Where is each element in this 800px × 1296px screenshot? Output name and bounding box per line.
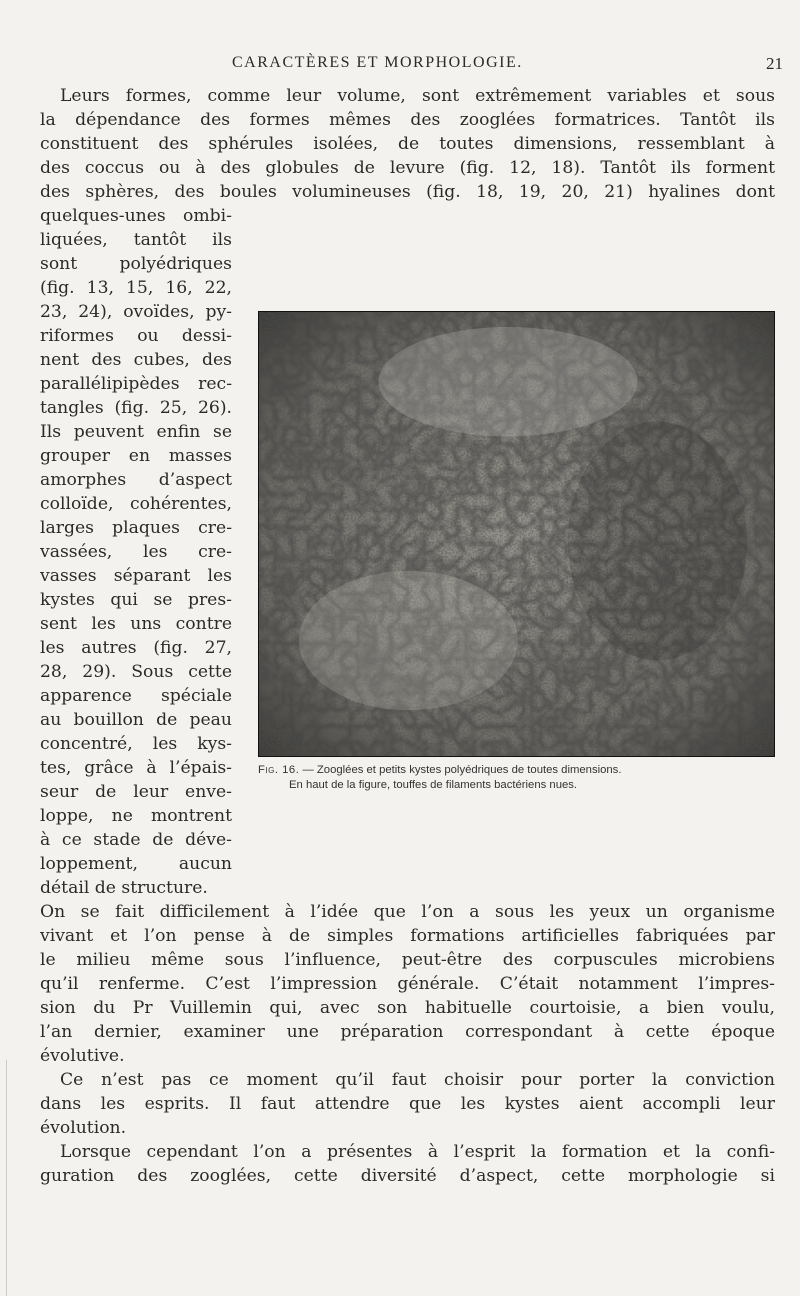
column-line: à ce stade de déve-	[40, 830, 232, 850]
paragraph-line: guration des zooglées, cette diversité d’aspect, cette morphologie si	[40, 1166, 775, 1186]
paragraph-line: Lorsque cependant l’on a présentes à l’esprit la formation et la confi-	[60, 1142, 775, 1162]
column-line: seur de leur enve-	[40, 782, 232, 802]
column-line: sent les uns contre	[40, 614, 232, 634]
column-line: grouper en masses	[40, 446, 232, 466]
column-line: au bouillon de peau	[40, 710, 232, 730]
paragraph-line: des coccus ou à des globules de levure (fig. 12, 18). Tantôt ils forment	[40, 158, 775, 178]
running-title: CARACTÈRES ET MORPHOLOGIE.	[232, 54, 523, 71]
paragraph-line: constituent des sphérules isolées, de toutes dimensions, ressemblant à	[40, 134, 775, 154]
page-number: 21	[766, 54, 783, 73]
column-line: détail de structure.	[40, 878, 208, 898]
column-line: quelques-unes ombi-	[40, 206, 232, 226]
column-line: kystes qui se pres-	[40, 590, 232, 610]
micrograph-image	[259, 312, 774, 756]
column-line: vasses séparant les	[40, 566, 232, 586]
paragraph-line: vivant et l’on pense à de simples formations artificielles fabriquées par	[40, 926, 775, 946]
paragraph-line: des sphères, des boules volumineuses (fig. 18, 19, 20, 21) hyalines dont	[40, 182, 775, 202]
column-line: colloïde, cohérentes,	[40, 494, 232, 514]
column-line: apparence spéciale	[40, 686, 232, 706]
column-line: liquées, tantôt ils	[40, 230, 232, 250]
column-line: 28, 29). Sous cette	[40, 662, 232, 682]
paragraph-line: dans les esprits. Il faut attendre que les kystes aient accompli leur	[40, 1094, 775, 1114]
paragraph-line: On se fait difficilement à l’idée que l’on a sous les yeux un organisme	[40, 902, 775, 922]
paragraph-line: la dépendance des formes mêmes des zooglées formatrices. Tantôt ils	[40, 110, 775, 130]
running-head	[0, 54, 800, 78]
column-line: tangles (fig. 25, 26).	[40, 398, 232, 418]
column-line: parallélipipèdes rec-	[40, 374, 232, 394]
paragraph-line: l’an dernier, examiner une préparation correspondant à cette époque	[40, 1022, 775, 1042]
paragraph-line: le milieu même sous l’influence, peut-être des corpuscules microbiens	[40, 950, 775, 970]
column-line: riformes ou dessi-	[40, 326, 232, 346]
paragraph-line: sion du Pr Vuillemin qui, avec son habituelle courtoisie, a bien voulu,	[40, 998, 775, 1018]
figure-label: Fig. 16.	[258, 764, 300, 776]
paragraph-line: Ce n’est pas ce moment qu’il faut choisir pour porter la conviction	[60, 1070, 775, 1090]
column-line: amorphes d’aspect	[40, 470, 232, 490]
column-line: loppe, ne montrent	[40, 806, 232, 826]
paragraph-line: qu’il renferme. C’est l’impression générale. C’était notamment l’impres-	[40, 974, 775, 994]
column-line: loppement, aucun	[40, 854, 232, 874]
figure-caption-text: — Zooglées et petits kystes polyédriques de toutes dimensions.	[299, 764, 622, 776]
paragraph-line: évolutive.	[40, 1046, 125, 1066]
column-line: (fig. 13, 15, 16, 22,	[40, 278, 232, 298]
column-line: 23, 24), ovoïdes, py-	[40, 302, 232, 322]
page-edge-rule	[6, 1060, 7, 1296]
column-line: Ils peuvent enfin se	[40, 422, 232, 442]
column-line: concentré, les kys-	[40, 734, 232, 754]
figure-caption-line2: En haut de la figure, touffes de filaments bactériens nues.	[289, 779, 578, 791]
micrograph-figure	[258, 311, 775, 757]
column-line: tes, grâce à l’épais-	[40, 758, 232, 778]
column-line: nent des cubes, des	[40, 350, 232, 370]
figure-caption-line1	[258, 764, 621, 776]
column-line: sont polyédriques	[40, 254, 232, 274]
column-line: les autres (fig. 27,	[40, 638, 232, 658]
paragraph-line: Leurs formes, comme leur volume, sont extrêmement variables et sous	[60, 86, 775, 106]
column-line: larges plaques cre-	[40, 518, 232, 538]
paragraph-line: évolution.	[40, 1118, 127, 1138]
column-line: vassées, les cre-	[40, 542, 232, 562]
